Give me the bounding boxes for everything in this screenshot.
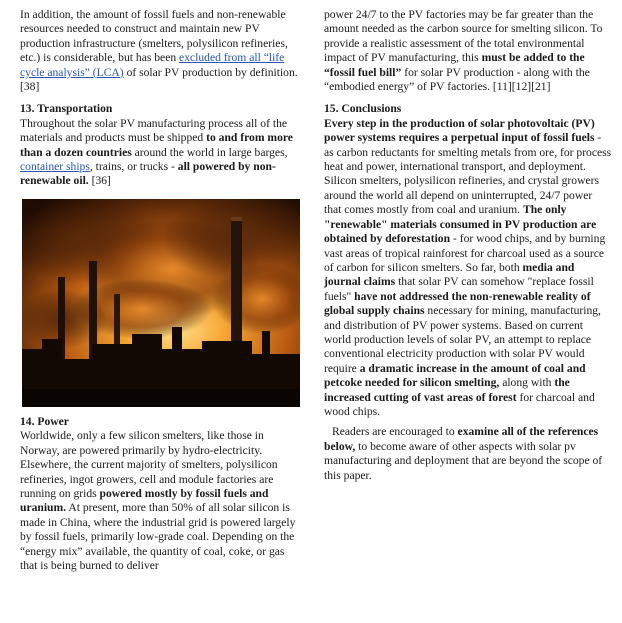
text-run: to become aware of other aspects with solar pv manufacturing and deployment that are beyond the scope of this paper. [324,439,603,482]
text-run: In addition, the amount of fossil fuels and non-renewable resources needed to construct and maintain new PV production infrastructure (smelters, polysilicon refineries, etc.) is considerable, but has been [20,8,288,65]
bold-run: examine all of the references below, [324,425,599,453]
text-run: necessary for mining, manufacturing, and distribution of PV power systems. Based on current world production levels of solar PV, an attempt to replace conventional electricity production with solar PV would require [324,304,601,375]
text-run: around the world in large barges, [131,145,288,159]
bold-run: must be added to the “fossil fuel bill” [324,51,585,79]
lca-link[interactable]: excluded from all “life cycle analysis” (LCA) [20,51,285,79]
text-run: for charcoal and wood chips. [324,390,595,418]
bold-run: to and from more than a dozen countries [20,131,293,159]
power-continuation-paragraph [324,8,612,94]
bold-run: have not addressed the non-renewable reality of global supply chains [324,289,591,318]
text-run: [36] [88,174,111,188]
text-run: Throughout the solar PV manufacturing process all of the materials and products must be shipped [20,116,288,145]
text-run: - as carbon reductants for smelting metals from ore, for process heat and power, international transport, and deployment. Silicon smelters, polysilicon refineries, and crystal growers around the world all depend on uninterrupted, 24/7 power that comes mostly from coal and uranium. [324,131,612,217]
text-run: along with [499,376,555,390]
closing-paragraph [324,425,612,483]
text-run: - for wood chips, and by burning vast areas of tropical rainforest for charcoal used as a source of carbon for silicon smelters. So far, both [324,232,606,274]
bold-run: all powered by non-renewable oil. [20,160,276,188]
conclusions-paragraph [324,117,612,420]
text-run: Worldwide, only a few silicon smelters, like those in Norway, are powered primarily by hydro-electricity. Elsewhere, the current majority of smelters, polysilicon refineries, ingot growers, cell and module factories are running on grids [20,429,278,500]
text-run: At present, more than 50% of all solar silicon is made in China, where the industrial grid is powered largely by fossil fuels, primarily low-grade coal. Depending on the “energy mix” available, the quantity of coal, coke, or gas that is being burned to deliver [20,501,296,572]
section-13-heading: 13. Transportation [20,102,113,116]
container-ships-link[interactable]: container ships [20,160,90,174]
factory-smoke-illustration [22,199,300,407]
section-14-heading: 14. Power [20,414,69,428]
smokestacks-photo [22,199,300,407]
section-15-heading: 15. Conclusions [324,102,402,116]
text-run: , trains, or trucks - [89,160,178,174]
text-run: power 24/7 to the PV factories may be far greater than the amount needed as the carbon source for smelting silicon. To provide a realistic assessment of the total environmental impact of PV manufacturing, this [324,8,603,65]
text-run: that solar PV can somehow "replace fossil fuels" [324,275,594,303]
bold-run: the increased cutting of vast areas of forest [324,376,570,404]
bold-run: Every step in the production of solar photovoltaic (PV) power systems requires a perpetual input of fossil fuels [324,116,595,145]
bold-run: media and journal claims [324,260,575,289]
bold-run: a dramatic increase in the amount of coal and petcoke needed for silicon smelting, [324,361,586,390]
text-run: for solar PV production - along with the “embodied energy” of PV factories. [11][12][21] [324,65,590,94]
bold-run: The only "renewable" materials consumed in PV production are obtained by deforestation [324,203,597,246]
lca-paragraph [20,8,302,94]
bold-run: powered mostly by fossil fuels and uranium. [20,486,269,515]
left-column [20,8,302,573]
text-run: of solar PV production by definition. [38] [20,65,298,94]
section-14-paragraph [20,429,302,573]
text-run: Readers are encouraged to [332,425,458,439]
right-column [324,8,612,483]
section-13-paragraph [20,117,302,189]
